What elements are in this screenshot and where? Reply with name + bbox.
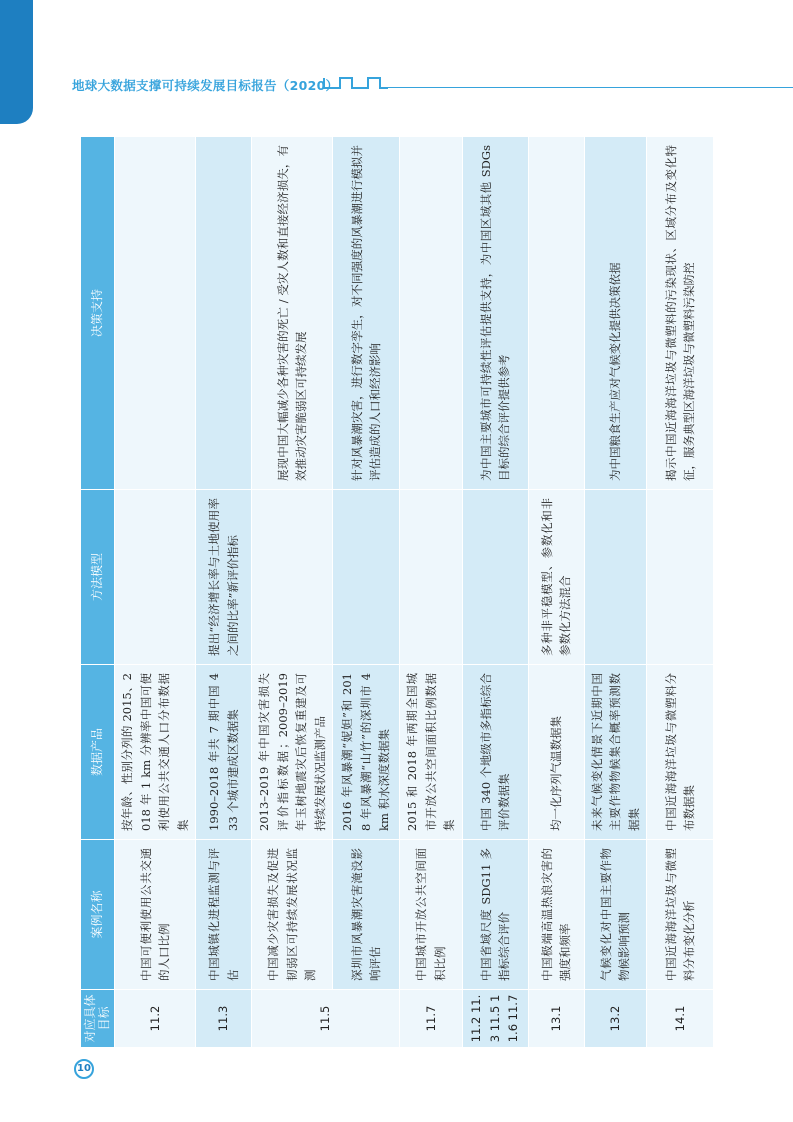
target-cell: 11.2 11.3 11.5 11.6 11.7 [462,990,528,1048]
side-tab-decoration [0,0,33,124]
table-row [252,137,333,1048]
method-model-cell [647,490,714,665]
decision-support-cell: 为中国粮食生产应对气候变化提供决策依据 [584,137,647,490]
case-name-cell: 中国减少灾害损失及促进韧弱区可持续发展状况监测 [252,840,333,990]
case-table [80,136,714,1048]
target-cell: 13.1 [528,990,584,1048]
method-model-cell [400,490,463,665]
data-product-cell: 中国 340 个地级市多指标综合评价数据集 [462,665,528,840]
page-number: 10 [74,1059,94,1079]
data-product-cell: 均一化序列气温数据集 [528,665,584,840]
case-name-cell: 中国近海海洋垃圾与微塑料分布变化分析 [647,840,714,990]
method-model-cell [252,490,333,665]
table-row [115,137,196,1048]
data-product-cell: 1990–2018 年共 7 期中国 433 个城市建成区数据集 [196,665,252,840]
data-product-cell: 中国近海海洋垃圾与微塑料分布数据集 [647,665,714,840]
col-header-data-product: 数据产品 [81,665,115,840]
header-rule [388,87,793,88]
method-model-cell: 多种非平稳模型、参数化和非参数化方法混合 [528,490,584,665]
table-row [528,137,584,1048]
data-product-cell: 2013–2019 年中国灾害损失评价指标数据；2009–2019 年玉树地震灾后恢复重建及可持续发展状况监测产品 [252,665,333,840]
method-model-cell: 提出“经济增长率与土地使用率之间的比率”新评价指标 [196,490,252,665]
table-row [462,137,528,1048]
table-row [196,137,252,1048]
data-product-cell: 2016 年风暴潮“妮妲”和 2018 年风暴潮“山竹”的深圳市 4 km 积水深度数据集 [333,665,400,840]
decision-support-cell [115,137,196,490]
col-header-target: 对应具体目标 [81,990,115,1048]
decision-support-cell [528,137,584,490]
case-name-cell: 中国可便利使用公共交通的人口比例 [115,840,196,990]
report-title: 地球大数据支撑可持续发展目标报告（2020） [72,78,339,93]
case-name-cell: 气候变化对中国主要作物物候影响预测 [584,840,647,990]
decision-support-cell [196,137,252,490]
case-name-cell: 中国极端高温热浪灾害的强度和频率 [528,840,584,990]
target-cell: 13.2 [584,990,647,1048]
decision-support-cell: 展现中国大幅减少各种灾害的死亡 / 受灾人数和直接经济损失，有效推动灾害脆弱区可持续发展 [252,137,333,490]
target-cell: 11.7 [400,990,463,1048]
table-row [333,137,400,1048]
method-model-cell [462,490,528,665]
target-cell: 11.2 [115,990,196,1048]
data-product-cell: 2015 和 2018 年两期全国城市开放公共空间面积比例数据集 [400,665,463,840]
case-name-cell: 中国省域尺度 SDG11 多指标综合评价 [462,840,528,990]
data-product-cell: 未来气候变化情景下近期中国主要作物物候集合概率预测数据集 [584,665,647,840]
method-model-cell [333,490,400,665]
target-cell: 11.5 [252,990,400,1048]
col-header-method-model: 方法模型 [81,490,115,665]
data-product-cell: 按年龄、性别分列的 2015、2018 年 1 km 分辨率中国可便利使用公共交通人口分布数据集 [115,665,196,840]
decision-support-cell: 针对风暴潮灾害，进行数字孪生，对不同强度的风暴潮进行模拟并评估造成的人口和经济影响 [333,137,400,490]
target-cell: 14.1 [647,990,714,1048]
decision-support-cell: 为中国主要城市可持续性评估提供支持，为中国区域其他 SDGs 目标的综合评价提供参考 [462,137,528,490]
table-row [647,137,714,1048]
table-row [400,137,463,1048]
table-row [584,137,647,1048]
decision-support-cell: 揭示中国近海海洋垃圾与微塑料的污染现状、区域分布及变化特征，服务典型区海洋垃圾与微塑料污染防控 [647,137,714,490]
table-header-row [81,137,115,1048]
decision-support-cell [400,137,463,490]
case-name-cell: 深圳市风暴潮灾害淹没影响评估 [333,840,400,990]
header-decoration [322,76,388,90]
target-cell: 11.3 [196,990,252,1048]
table-container [80,137,696,1048]
case-name-cell: 中国城市开放公共空间面积比例 [400,840,463,990]
col-header-decision-support: 决策支持 [81,137,115,490]
method-model-cell [115,490,196,665]
col-header-case-name: 案例名称 [81,840,115,990]
case-name-cell: 中国城镇化进程监测与评估 [196,840,252,990]
method-model-cell [584,490,647,665]
